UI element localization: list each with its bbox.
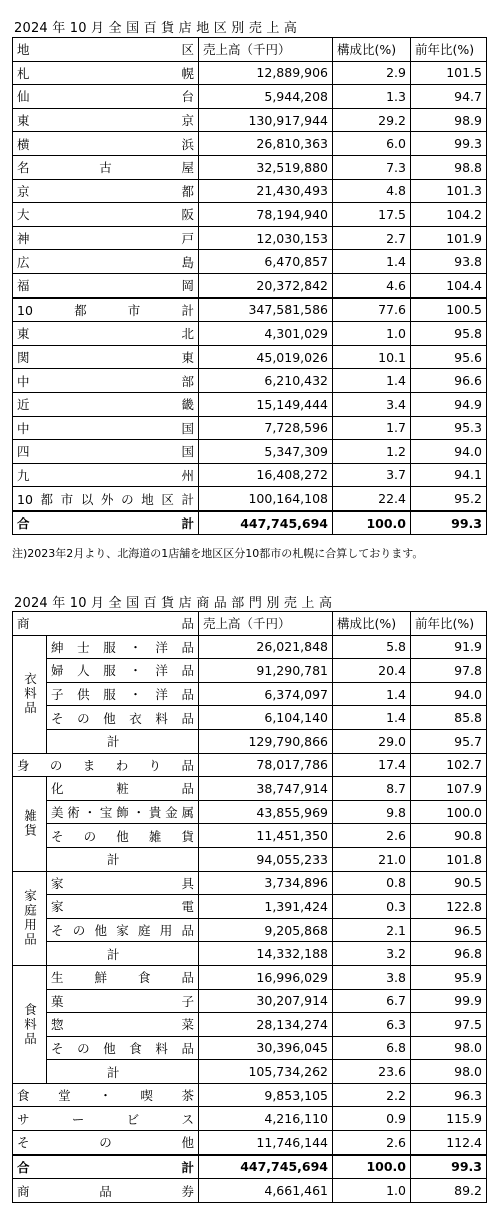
table-row [13, 706, 487, 730]
row-name: 食堂・喫茶 [13, 1083, 199, 1107]
row-yoy: 99.3 [411, 1155, 487, 1179]
row-name: 中国 [13, 416, 199, 440]
header-name-left: 地 [17, 42, 30, 58]
table-row [13, 298, 487, 322]
row-share: 2.1 [333, 918, 411, 942]
table-row [13, 155, 487, 179]
row-share: 3.8 [333, 965, 411, 989]
header-name-right: 区 [181, 42, 194, 58]
row-name: 化粧品 [47, 777, 199, 801]
row-share: 10.1 [333, 345, 411, 369]
row-name: 紳士服・洋品 [47, 635, 199, 659]
row-name: 東北 [13, 322, 199, 346]
row-yoy: 102.7 [411, 753, 487, 777]
row-share: 6.8 [333, 1036, 411, 1060]
row-sales: 447,745,694 [199, 511, 333, 535]
row-yoy: 98.0 [411, 1060, 487, 1084]
table-row [13, 871, 487, 895]
row-share: 100.0 [333, 1155, 411, 1179]
row-share: 4.6 [333, 273, 411, 297]
row-yoy: 99.3 [411, 132, 487, 156]
row-share: 1.4 [333, 706, 411, 730]
row-yoy: 85.8 [411, 706, 487, 730]
row-sales: 4,661,461 [199, 1179, 333, 1203]
table-row [13, 511, 487, 535]
row-share: 5.8 [333, 635, 411, 659]
row-share: 20.4 [333, 659, 411, 683]
row-sales: 447,745,694 [199, 1155, 333, 1179]
row-sales: 100,164,108 [199, 487, 333, 511]
row-share: 0.3 [333, 895, 411, 919]
row-sales: 9,205,868 [199, 918, 333, 942]
row-yoy: 99.3 [411, 511, 487, 535]
header-yoy: 前年比(%) [411, 38, 487, 62]
row-share: 1.3 [333, 85, 411, 109]
row-sales: 5,944,208 [199, 85, 333, 109]
table-row [13, 1013, 487, 1037]
region-sales-table [12, 37, 487, 535]
row-share: 1.2 [333, 440, 411, 464]
table-row [13, 1060, 487, 1084]
row-name: 美術・宝飾・貴金属 [47, 800, 199, 824]
row-name: 惣菜 [47, 1013, 199, 1037]
table-row [13, 440, 487, 464]
table-row [13, 416, 487, 440]
row-share: 2.6 [333, 824, 411, 848]
table-row [13, 1179, 487, 1203]
product-sales-table [12, 611, 487, 1203]
row-sales: 30,207,914 [199, 989, 333, 1013]
row-sales: 6,210,432 [199, 369, 333, 393]
row-sales: 16,996,029 [199, 965, 333, 989]
row-yoy: 104.2 [411, 203, 487, 227]
row-sales: 94,055,233 [199, 847, 333, 871]
row-share: 2.7 [333, 226, 411, 250]
row-sales: 78,194,940 [199, 203, 333, 227]
row-share: 4.8 [333, 179, 411, 203]
table-row [13, 753, 487, 777]
row-share: 23.6 [333, 1060, 411, 1084]
table-row [13, 487, 487, 511]
row-yoy: 95.9 [411, 965, 487, 989]
region-table-title: 2024 年 10 月 全 国 百 貨 店 地 区 別 売 上 高 [14, 21, 298, 36]
row-sales: 78,017,786 [199, 753, 333, 777]
row-name: その他家庭用品 [47, 918, 199, 942]
table-row [13, 1107, 487, 1131]
row-name: 仙台 [13, 85, 199, 109]
table-row [13, 1083, 487, 1107]
row-share: 2.9 [333, 61, 411, 85]
row-share: 29.2 [333, 108, 411, 132]
row-share: 22.4 [333, 487, 411, 511]
row-sales: 12,030,153 [199, 226, 333, 250]
row-share: 0.9 [333, 1107, 411, 1131]
row-sales: 11,746,144 [199, 1131, 333, 1155]
table-row [13, 659, 487, 683]
row-yoy: 96.6 [411, 369, 487, 393]
row-yoy: 95.2 [411, 487, 487, 511]
row-yoy: 101.9 [411, 226, 487, 250]
category-label: 家庭用品 [13, 871, 47, 965]
table-row [13, 132, 487, 156]
table-row [13, 989, 487, 1013]
row-yoy: 98.9 [411, 108, 487, 132]
row-share: 0.8 [333, 871, 411, 895]
row-yoy: 101.3 [411, 179, 487, 203]
header-sales: 売上高（千円） [199, 612, 333, 636]
table-row [13, 179, 487, 203]
row-share: 9.8 [333, 800, 411, 824]
header-name-right: 品 [181, 616, 194, 632]
row-yoy: 115.9 [411, 1107, 487, 1131]
row-name: 九州 [13, 463, 199, 487]
row-yoy: 95.7 [411, 729, 487, 753]
row-share: 8.7 [333, 777, 411, 801]
row-yoy: 98.0 [411, 1036, 487, 1060]
row-name: 関東 [13, 345, 199, 369]
row-sales: 11,451,350 [199, 824, 333, 848]
table-row [13, 226, 487, 250]
table-row [13, 847, 487, 871]
row-yoy: 112.4 [411, 1131, 487, 1155]
row-yoy: 95.3 [411, 416, 487, 440]
row-share: 6.7 [333, 989, 411, 1013]
row-sales: 7,728,596 [199, 416, 333, 440]
row-yoy: 97.5 [411, 1013, 487, 1037]
row-sales: 105,734,262 [199, 1060, 333, 1084]
row-name: 名古屋 [13, 155, 199, 179]
row-sales: 9,853,105 [199, 1083, 333, 1107]
table-row [13, 463, 487, 487]
table-row [13, 729, 487, 753]
table-row [13, 895, 487, 919]
row-yoy: 100.5 [411, 298, 487, 322]
row-yoy: 99.9 [411, 989, 487, 1013]
row-name: 菓子 [47, 989, 199, 1013]
row-share: 3.7 [333, 463, 411, 487]
row-name: 中部 [13, 369, 199, 393]
row-name: 四国 [13, 440, 199, 464]
row-share: 1.4 [333, 369, 411, 393]
row-name: 近畿 [13, 392, 199, 416]
row-sales: 26,810,363 [199, 132, 333, 156]
row-yoy: 89.2 [411, 1179, 487, 1203]
row-name: サービス [13, 1107, 199, 1131]
row-name: 神戸 [13, 226, 199, 250]
row-sales: 45,019,026 [199, 345, 333, 369]
row-name: 10都市計 [13, 298, 199, 322]
subtotal-label: 計 [47, 1060, 199, 1084]
table-row [13, 942, 487, 966]
category-label: 食料品 [13, 965, 47, 1083]
table-row [13, 777, 487, 801]
row-yoy: 90.5 [411, 871, 487, 895]
footnote: 注)2023年2月より、北海道の1店舗を地区区分10都市の札幌に合算しております。 [12, 547, 424, 560]
category-label: 衣料品 [13, 635, 47, 753]
row-yoy: 101.5 [411, 61, 487, 85]
table-row [13, 682, 487, 706]
table-row [13, 635, 487, 659]
table-row [13, 1155, 487, 1179]
header-row [13, 612, 487, 636]
row-name: 横浜 [13, 132, 199, 156]
table-row [13, 345, 487, 369]
row-name: 家具 [47, 871, 199, 895]
row-name: その他 [13, 1131, 199, 1155]
row-name: 婦人服・洋品 [47, 659, 199, 683]
table-row [13, 203, 487, 227]
row-name: 大阪 [13, 203, 199, 227]
row-yoy: 104.4 [411, 273, 487, 297]
row-name: 生鮮食品 [47, 965, 199, 989]
row-yoy: 96.8 [411, 942, 487, 966]
product-table-title: 2024 年 10 月 全 国 百 貨 店 商 品 部 門 別 売 上 高 [14, 596, 333, 611]
row-yoy: 94.7 [411, 85, 487, 109]
row-name: 札幌 [13, 61, 199, 85]
row-name: 10都市以外の地区計 [13, 487, 199, 511]
row-yoy: 122.8 [411, 895, 487, 919]
row-yoy: 96.5 [411, 918, 487, 942]
row-share: 1.4 [333, 682, 411, 706]
table-row [13, 108, 487, 132]
table-row [13, 918, 487, 942]
row-share: 6.0 [333, 132, 411, 156]
row-yoy: 101.8 [411, 847, 487, 871]
table-row [13, 250, 487, 274]
header-name [13, 38, 199, 62]
table-row [13, 824, 487, 848]
row-share: 1.0 [333, 1179, 411, 1203]
subtotal-label: 計 [47, 942, 199, 966]
row-share: 6.3 [333, 1013, 411, 1037]
row-sales: 6,470,857 [199, 250, 333, 274]
row-sales: 28,134,274 [199, 1013, 333, 1037]
row-name: 広島 [13, 250, 199, 274]
header-row [13, 38, 487, 62]
row-sales: 91,290,781 [199, 659, 333, 683]
row-yoy: 90.8 [411, 824, 487, 848]
row-sales: 20,372,842 [199, 273, 333, 297]
row-name: 福岡 [13, 273, 199, 297]
row-share: 29.0 [333, 729, 411, 753]
row-sales: 6,104,140 [199, 706, 333, 730]
row-yoy: 95.8 [411, 322, 487, 346]
table-row [13, 322, 487, 346]
row-sales: 4,216,110 [199, 1107, 333, 1131]
row-sales: 4,301,029 [199, 322, 333, 346]
category-label: 雑貨 [13, 777, 47, 871]
row-share: 77.6 [333, 298, 411, 322]
header-yoy: 前年比(%) [411, 612, 487, 636]
row-sales: 16,408,272 [199, 463, 333, 487]
row-share: 2.2 [333, 1083, 411, 1107]
row-sales: 21,430,493 [199, 179, 333, 203]
row-yoy: 94.0 [411, 682, 487, 706]
row-yoy: 96.3 [411, 1083, 487, 1107]
row-name: 商品券 [13, 1179, 199, 1203]
table-row [13, 1131, 487, 1155]
table-row [13, 1036, 487, 1060]
subtotal-label: 計 [47, 729, 199, 753]
row-sales: 6,374,097 [199, 682, 333, 706]
row-sales: 130,917,944 [199, 108, 333, 132]
row-name: 東京 [13, 108, 199, 132]
header-sales: 売上高（千円） [199, 38, 333, 62]
row-name: 家電 [47, 895, 199, 919]
row-share: 2.6 [333, 1131, 411, 1155]
row-share: 21.0 [333, 847, 411, 871]
row-sales: 12,889,906 [199, 61, 333, 85]
row-sales: 14,332,188 [199, 942, 333, 966]
row-sales: 32,519,880 [199, 155, 333, 179]
table-row [13, 273, 487, 297]
row-sales: 30,396,045 [199, 1036, 333, 1060]
row-sales: 3,734,896 [199, 871, 333, 895]
row-share: 100.0 [333, 511, 411, 535]
row-yoy: 107.9 [411, 777, 487, 801]
row-share: 1.0 [333, 322, 411, 346]
row-sales: 1,391,424 [199, 895, 333, 919]
row-name: その他雑貨 [47, 824, 199, 848]
row-sales: 38,747,914 [199, 777, 333, 801]
table-row [13, 965, 487, 989]
row-sales: 26,021,848 [199, 635, 333, 659]
row-share: 17.5 [333, 203, 411, 227]
row-name: 合計 [13, 1155, 199, 1179]
row-share: 17.4 [333, 753, 411, 777]
table-row [13, 61, 487, 85]
row-yoy: 94.1 [411, 463, 487, 487]
row-share: 3.2 [333, 942, 411, 966]
row-sales: 43,855,969 [199, 800, 333, 824]
row-sales: 5,347,309 [199, 440, 333, 464]
row-share: 1.7 [333, 416, 411, 440]
row-yoy: 98.8 [411, 155, 487, 179]
row-sales: 129,790,866 [199, 729, 333, 753]
row-sales: 347,581,586 [199, 298, 333, 322]
row-yoy: 97.8 [411, 659, 487, 683]
row-yoy: 95.6 [411, 345, 487, 369]
row-yoy: 94.0 [411, 440, 487, 464]
row-share: 7.3 [333, 155, 411, 179]
row-name: 京都 [13, 179, 199, 203]
subtotal-label: 計 [47, 847, 199, 871]
row-yoy: 91.9 [411, 635, 487, 659]
row-yoy: 93.8 [411, 250, 487, 274]
header-share: 構成比(%) [333, 612, 411, 636]
table-row [13, 392, 487, 416]
row-name: その他食料品 [47, 1036, 199, 1060]
table-row [13, 800, 487, 824]
row-name: 子供服・洋品 [47, 682, 199, 706]
row-yoy: 100.0 [411, 800, 487, 824]
header-name-left: 商 [17, 616, 30, 632]
row-yoy: 94.9 [411, 392, 487, 416]
row-share: 3.4 [333, 392, 411, 416]
row-name: 身のまわり品 [13, 753, 199, 777]
row-name: その他衣料品 [47, 706, 199, 730]
table-row [13, 369, 487, 393]
table-row [13, 85, 487, 109]
header-name [13, 612, 199, 636]
row-sales: 15,149,444 [199, 392, 333, 416]
header-share: 構成比(%) [333, 38, 411, 62]
row-share: 1.4 [333, 250, 411, 274]
row-name: 合計 [13, 511, 199, 535]
